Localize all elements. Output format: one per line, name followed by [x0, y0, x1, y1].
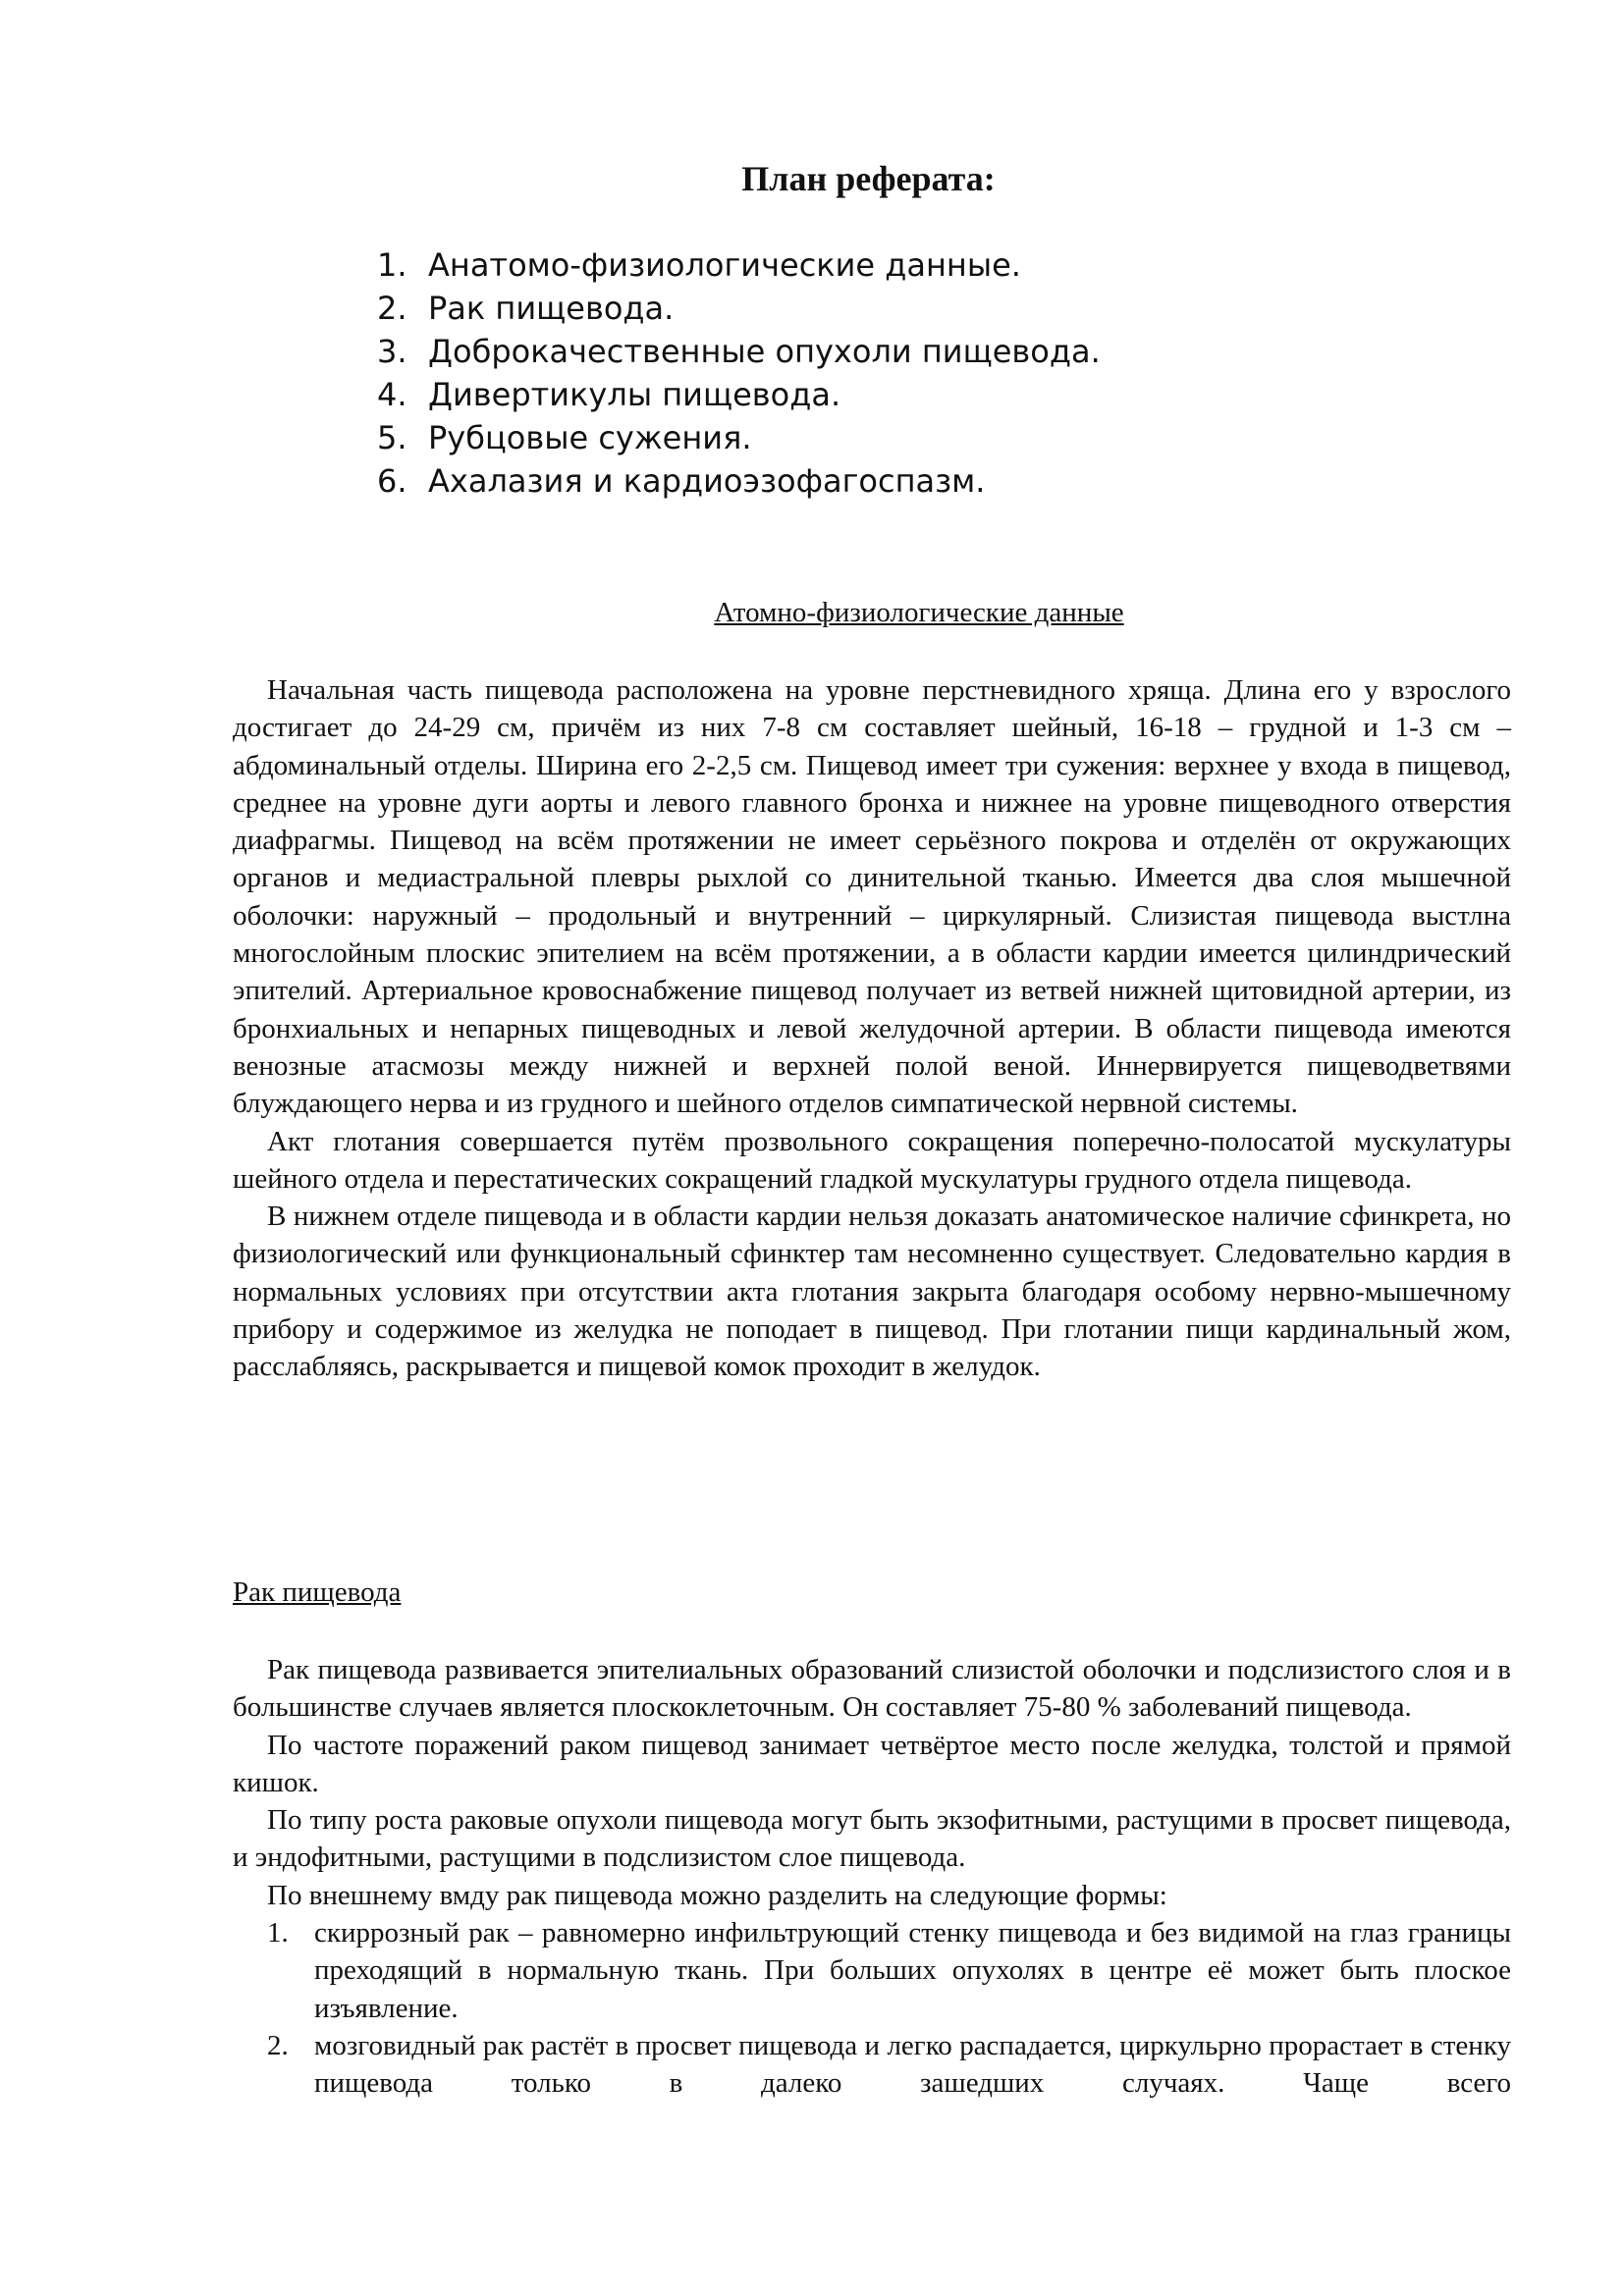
paragraph: По типу роста раковые опухоли пищевода могут быть экзофитными, растущими в просвет пищевода, и эндофитными, растущими в подслизистом слое пищевода.	[233, 1804, 1511, 1874]
plan-item	[377, 330, 1101, 373]
plan-item-text: Дивертикулы пищевода.	[428, 376, 841, 413]
list-item-text: мозговидный рак растёт в просвет пищевода и легко распадается, циркульрно прорастает в стенку пищевода только в далеко зашедших случаях. Чаще всего	[314, 2029, 1511, 2100]
list-item	[233, 2027, 1511, 2103]
plan-item	[377, 373, 1101, 416]
page-title: План реферата:	[741, 159, 996, 198]
section-heading-anatomy: Атомно-физиологические данные	[714, 597, 1124, 628]
plan-item-text: Доброкачественные опухоли пищевода.	[428, 333, 1101, 370]
paragraph: По внешнему вмду рак пищевода можно разделить на следующие формы:	[267, 1879, 1167, 1911]
plan-item-text: Рубцовые сужения.	[428, 419, 752, 456]
cancer-forms-list	[233, 1914, 1511, 2102]
plan-item-text: Анатомо-физиологические данные.	[428, 246, 1021, 284]
cancer-section-body	[233, 1651, 1511, 2103]
plan-item-number: 4.	[377, 376, 407, 413]
section-heading-cancer: Рак пищевода	[233, 1576, 402, 1608]
plan-item-number: 6.	[377, 462, 407, 500]
plan-item-number: 1.	[377, 246, 407, 284]
paragraph: Начальная часть пищевода расположена на уровне перстневидного хряща. Длина его у взрослого достигает до 24-29 см, причём из них 7-8 см составляет шейный, 16-18 – грудной и 1-3 см –абдоминальный отделы. Ширина его 2-2,5 см. Пищевод имеет три сужения: верхнее у входа в пищевод, среднее на уровне дуги аорты и левого главного бронха и нижнее на уровне пищеводного отверстия диафрагмы. Пищевод на всём протяжении не имеет серьёзного покрова и отделён от окружающих органов и медиастральной плевры рыхлой со динительной тканью. Имеется два слоя мышечной оболочки: наружный – продольный и внутренний – циркулярный. Слизистая пищевода выстлна многослойным плоскис эпителием на всём протяжении, а в области кардии имеется цилиндрический эпителий. Артериальное кровоснабжение пищевод получает из ветвей нижней щитовидной артерии, из бронхиальных и непарных пищеводных и левой желудочной артерии. В области пищевода имеются венозные атасмозы между нижней и верхней полой веной. Иннервируется пищеводветвями блуждающего нерва и из грудного и шейного отделов симпатической нервной системы.	[233, 674, 1511, 1120]
list-item-text: скиррозный рак – равномерно инфильтрующий стенку пищевода и без видимой на глаз границы преходящий в нормальную ткань. При больших опухолях в центре её может быть плоское изъявление.	[314, 1917, 1511, 2024]
plan-item-number: 3.	[377, 333, 407, 370]
paragraph: Рак пищевода развивается эпителиальных образований слизистой оболочки и подслизистого слоя и в большинстве случаев является плоскоклеточным. Он составляет 75-80 % заболеваний пищевода.	[233, 1654, 1511, 1724]
plan-item	[377, 287, 1101, 330]
plan-item-number: 5.	[377, 419, 407, 456]
plan-item-text: Рак пищевода.	[428, 290, 675, 327]
plan-list	[377, 243, 1101, 503]
plan-item	[377, 459, 1101, 503]
paragraph: По частоте поражений раком пищевод занимает четвёртое место после желудка, толстой и прямой кишок.	[233, 1729, 1511, 1798]
paragraph: В нижнем отделе пищевода и в области кардии нельзя доказать анатомическое наличие сфинкрета, но физиологический или функциональный сфинктер там несомненно существует. Следовательно кардия в нормальных условиях при отсутствии акта глотания закрыта благодаря особому нервно-мышечному прибору и содержимое из желудка не поподает в пищевод. При глотании пищи кардинальный жом, расслабляясь, раскрывается и пищевой комок проходит в желудок.	[233, 1201, 1511, 1383]
plan-item-text: Ахалазия и кардиоэзофагоспазм.	[428, 462, 986, 500]
paragraph: Акт глотания совершается путём прозвольного сокращения поперечно-полосатой мускулатуры шейного отдела и перестатических сокращений гладкой мускулатуры грудного отдела пищевода.	[233, 1125, 1511, 1195]
plan-item-number: 2.	[377, 290, 407, 327]
anatomy-section-body	[233, 671, 1511, 1386]
plan-item	[377, 243, 1101, 287]
plan-item	[377, 416, 1101, 459]
list-item-number: 1.	[267, 1917, 289, 1949]
list-item-number: 2.	[267, 2029, 289, 2061]
list-item	[233, 1914, 1511, 2027]
